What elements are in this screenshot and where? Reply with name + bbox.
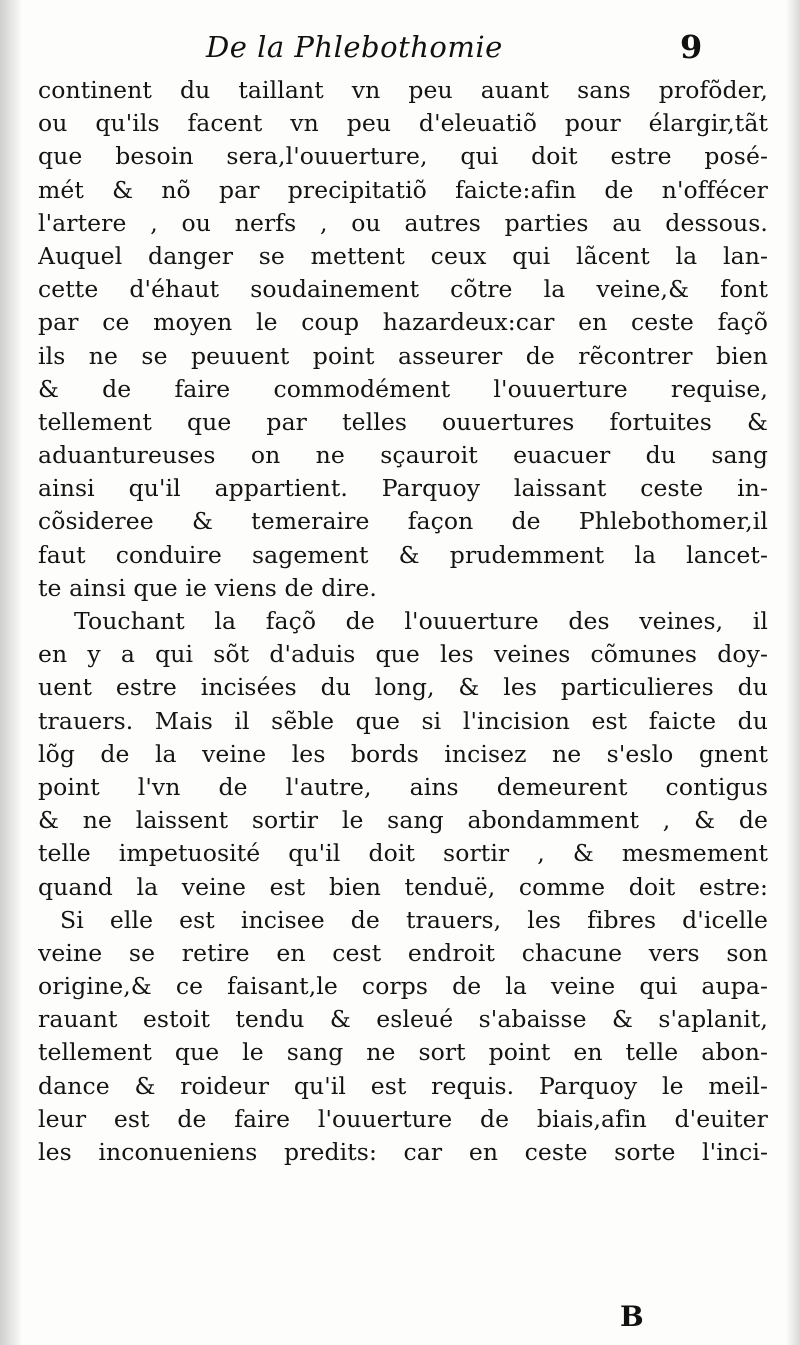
text-line: origine,& ce faisant,le corps de la veine qui aupa- [38, 972, 768, 1001]
text-line: quand la veine est bien tenduë, comme doit estre: [38, 872, 768, 901]
text-line: ou qu'ils facent vn peu d'eleuatiõ pour élargir,tãt [38, 109, 768, 138]
paragraph-start-line: Touchant la façõ de l'ouuerture des veines, il [74, 607, 768, 635]
running-head [0, 26, 800, 70]
text-line: par ce moyen le coup hazardeux:car en ceste façõ [38, 308, 768, 337]
text-line: les inconueniens predits: car en ceste sorte l'inci- [38, 1138, 768, 1166]
text-line: continent du taillant vn peu auant sans profõder, [38, 76, 768, 104]
text-line: point l'vn de l'autre, ains demeurent contigus [38, 772, 768, 801]
text-line: Auquel danger se mettent ceux qui lãcent la lan- [38, 241, 768, 270]
text-line: que besoin sera,l'ouuerture, qui doit estre posé- [38, 142, 768, 171]
text-line: leur est de faire l'ouuerture de biais,afin d'euiter [38, 1104, 768, 1133]
text-line: veine se retire en cest endroit chacune vers son [38, 938, 768, 967]
text-line: ainsi qu'il appartient. Parquoy laissant ceste in- [38, 474, 768, 503]
text-line: dance & roideur qu'il est requis. Parquoy le meil- [38, 1071, 768, 1100]
text-line: uent estre incisées du long, & les particulieres du [38, 673, 768, 702]
text-line: telle impetuosité qu'il doit sortir , & mesmement [38, 839, 768, 868]
text-line: aduantureuses on ne sçauroit euacuer du sang [38, 441, 768, 470]
page-number: 9 [680, 28, 703, 66]
text-line: tellement que par telles ouuertures fortuites & [38, 407, 768, 436]
text-body [38, 74, 768, 1169]
text-line: cette d'éhaut soudainement cõtre la veine,& font [38, 275, 768, 304]
running-title: De la Phlebothomie [206, 30, 503, 64]
text-line: & de faire commodément l'ouuerture requise, [38, 374, 768, 403]
text-line: tellement que le sang ne sort point en telle abon- [38, 1038, 768, 1067]
text-line: l'artere , ou nerfs , ou autres parties au dessous. [38, 208, 768, 237]
text-line: mét & nõ par precipitatiõ faicte:afin de n'offécer [38, 175, 768, 204]
text-line: trauers. Mais il sẽble que si l'incision est faicte du [38, 706, 768, 735]
paragraph-start-line: Si elle est incisee de trauers, les fibres d'icelle [60, 905, 768, 934]
signature-mark: B [620, 1300, 644, 1333]
text-line: cõsideree & temeraire façon de Phlebothomer,il [38, 507, 768, 536]
text-line: rauant estoit tendu & esleué s'abaisse & s'aplanit, [38, 1005, 768, 1034]
text-line: ils ne se peuuent point asseurer de rẽcontrer bien [38, 341, 768, 370]
text-line: & ne laissent sortir le sang abondamment , & de [38, 806, 768, 835]
text-line: faut conduire sagement & prudemment la lancet- [38, 540, 768, 569]
text-line: en y a qui sõt d'aduis que les veines cõmunes doy- [38, 640, 768, 669]
text-line: lõg de la veine les bords incisez ne s'eslo gnent [38, 739, 768, 768]
text-line: te ainsi que ie viens de dire. [38, 573, 377, 602]
